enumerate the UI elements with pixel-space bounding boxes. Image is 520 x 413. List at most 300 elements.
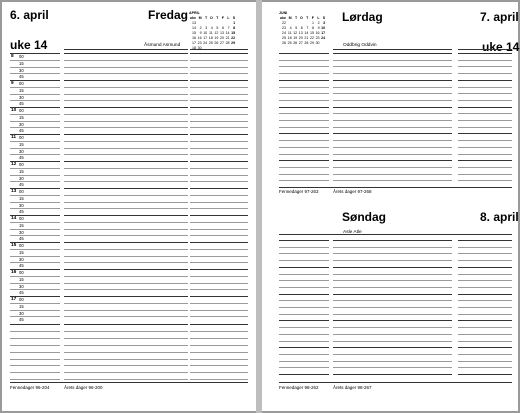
quarter-line — [64, 310, 188, 311]
hour-line — [190, 161, 248, 162]
hour-line — [64, 188, 188, 189]
calendar-day: 6 — [221, 26, 224, 30]
calendar-day: 28 — [304, 41, 309, 45]
calendar-week-row — [279, 41, 326, 46]
hour-line — [190, 324, 248, 325]
hour-line — [64, 80, 188, 81]
quarter-line — [64, 87, 188, 88]
ruled-line — [279, 300, 329, 301]
calendar-day-header: uke — [279, 16, 286, 20]
minute-label: 00 — [19, 216, 24, 221]
ruled-line — [333, 167, 452, 168]
hour-line — [10, 324, 60, 325]
hour-label: 12 — [11, 162, 17, 167]
quarter-line — [10, 181, 60, 182]
calendar-day: 26 — [214, 41, 219, 45]
note-line — [190, 365, 248, 366]
quarter-line — [64, 256, 188, 257]
note-line — [190, 345, 248, 346]
hour-line — [10, 80, 60, 81]
quarter-line — [190, 100, 248, 101]
calendar-day: 12 — [214, 31, 219, 35]
ruled-line — [458, 73, 512, 74]
quarter-line — [64, 303, 188, 304]
quarter-line — [10, 276, 60, 277]
quarter-line — [190, 249, 248, 250]
hour-line — [10, 215, 60, 216]
quarter-line — [64, 168, 188, 169]
quarter-line — [190, 121, 248, 122]
ruled-line — [458, 354, 512, 355]
right-page — [262, 2, 518, 411]
ruled-line — [458, 93, 512, 94]
calendar-week-number: 22 — [282, 21, 286, 25]
minute-label: 30 — [19, 202, 24, 208]
note-line — [10, 372, 60, 373]
calendar-day: 8 — [233, 26, 236, 30]
quarter-line — [64, 229, 188, 230]
hour-line — [64, 53, 188, 54]
calendar-day — [320, 41, 326, 46]
minute-label: 00 — [19, 81, 24, 86]
ruled-line — [333, 100, 452, 101]
minute-label: 15 — [19, 141, 24, 147]
note-line — [190, 338, 248, 339]
calendar-day-header: T — [204, 16, 208, 20]
hour-line — [190, 134, 248, 135]
quarter-line — [10, 100, 60, 101]
ruled-line — [279, 133, 329, 134]
note-line — [190, 372, 248, 373]
calendar-week-number: 16 — [192, 36, 196, 40]
left-page — [2, 2, 256, 411]
note-line — [64, 359, 188, 360]
quarter-line — [10, 127, 60, 128]
hour-line — [10, 188, 60, 189]
calendar-day: 20 — [219, 36, 224, 40]
left-weekday: Fredag — [148, 8, 189, 22]
quarter-line — [64, 262, 188, 263]
ruled-line — [333, 247, 452, 248]
quarter-line — [64, 276, 188, 277]
quarter-line — [190, 289, 248, 290]
quarter-line — [10, 222, 60, 223]
ruled-line — [333, 307, 452, 308]
ruled-line — [333, 253, 452, 254]
hour-line — [190, 215, 248, 216]
calendar-day: 30 — [315, 41, 320, 45]
minute-label: 15 — [19, 60, 24, 66]
quarter-line — [10, 249, 60, 250]
ruled-line — [333, 341, 452, 342]
calendar-week-number: 26 — [282, 41, 286, 45]
ruled-line — [333, 260, 452, 261]
ruled-line — [458, 374, 512, 375]
calendar-day-header: T — [306, 16, 309, 20]
quarter-line — [64, 249, 188, 250]
calendar-day: 11 — [209, 31, 213, 35]
ruled-line — [333, 127, 452, 128]
ruled-line — [458, 66, 512, 67]
note-line — [64, 365, 188, 366]
ruled-line — [458, 120, 512, 121]
minute-label: 00 — [19, 135, 24, 140]
quarter-line — [190, 256, 248, 257]
ruled-line — [458, 300, 512, 301]
minute-label: 45 — [19, 236, 24, 242]
hour-label: 16 — [11, 270, 17, 275]
quarter-line — [10, 114, 60, 115]
ruled-line — [279, 294, 329, 295]
ruled-line — [333, 53, 452, 54]
calendar-day: 25 — [287, 41, 292, 45]
calendar-day: 22 — [309, 36, 314, 40]
minute-label: 45 — [19, 155, 24, 161]
minute-label: 45 — [19, 317, 24, 323]
calendar-day: 29 — [309, 41, 314, 45]
ruled-line — [458, 133, 512, 134]
right-week-number: uke 14 — [482, 40, 520, 54]
ruled-line — [279, 240, 329, 241]
ruled-line — [458, 127, 512, 128]
ruled-line — [333, 87, 452, 88]
saturday-weekday: Lørdag — [342, 10, 383, 24]
quarter-line — [10, 168, 60, 169]
quarter-line — [10, 262, 60, 263]
quarter-line — [190, 87, 248, 88]
calendar-week-number: 24 — [282, 31, 286, 35]
footer-line — [279, 187, 512, 188]
note-line — [190, 331, 248, 332]
calendar-day-header: S — [232, 16, 236, 20]
ruled-line — [333, 80, 452, 81]
quarter-line — [190, 222, 248, 223]
quarter-line — [64, 222, 188, 223]
note-line — [190, 379, 248, 380]
minute-label: 15 — [19, 249, 24, 255]
quarter-line — [190, 262, 248, 263]
quarter-line — [64, 60, 188, 61]
ruled-line — [333, 320, 452, 321]
calendar-day: 24 — [203, 41, 208, 45]
calendar-day-header: M — [198, 16, 202, 20]
ruled-line — [458, 267, 512, 268]
calendar-day: 14 — [225, 31, 230, 35]
calendar-day: 24 — [321, 36, 326, 40]
calendar-day-header: M — [288, 16, 292, 20]
quarter-line — [190, 208, 248, 209]
ruled-line — [458, 334, 512, 335]
quarter-line — [190, 127, 248, 128]
ruled-line — [279, 60, 329, 61]
calendar-day: 2 — [199, 26, 202, 30]
note-line — [64, 331, 188, 332]
quarter-line — [190, 114, 248, 115]
ruled-line — [458, 274, 512, 275]
quarter-line — [10, 195, 60, 196]
quarter-line — [190, 276, 248, 277]
quarter-line — [190, 181, 248, 182]
column-top-line — [458, 49, 512, 50]
ruled-line — [458, 60, 512, 61]
ruled-line — [279, 113, 329, 114]
minute-label: 30 — [19, 229, 24, 235]
calendar-day: 1 — [311, 21, 314, 25]
ruled-line — [458, 160, 512, 161]
quarter-line — [64, 148, 188, 149]
calendar-day-header: L — [227, 16, 230, 20]
ruled-line — [333, 73, 452, 74]
note-line — [190, 359, 248, 360]
hour-line — [190, 53, 248, 54]
note-line — [10, 331, 60, 332]
calendar-week-number: 13 — [192, 21, 196, 25]
ruled-line — [279, 66, 329, 67]
ruled-line — [333, 154, 452, 155]
hour-line — [64, 134, 188, 135]
note-line — [190, 352, 248, 353]
minute-label: 15 — [19, 276, 24, 282]
ruled-line — [458, 260, 512, 261]
hour-line — [10, 53, 60, 54]
minute-label: 15 — [19, 114, 24, 120]
calendar-week-number: 25 — [282, 36, 286, 40]
ruled-line — [458, 327, 512, 328]
ruled-line — [333, 240, 452, 241]
ruled-line — [279, 367, 329, 368]
minute-label: 30 — [19, 94, 24, 100]
quarter-line — [190, 303, 248, 304]
ruled-line — [458, 347, 512, 348]
hour-line — [190, 107, 248, 108]
ruled-line — [279, 127, 329, 128]
quarter-line — [190, 229, 248, 230]
minute-label: 15 — [19, 195, 24, 201]
ruled-line — [333, 147, 452, 148]
quarter-line — [64, 195, 188, 196]
ruled-line — [333, 133, 452, 134]
quarter-line — [64, 316, 188, 317]
quarter-line — [10, 208, 60, 209]
calendar-day: 22 — [231, 36, 236, 40]
calendar-day: 18 — [287, 36, 292, 40]
ruled-line — [279, 160, 329, 161]
ruled-line — [279, 320, 329, 321]
calendar-day-header: S — [322, 16, 326, 20]
minute-label: 30 — [19, 121, 24, 127]
quarter-line — [10, 256, 60, 257]
ruled-line — [333, 347, 452, 348]
quarter-line — [190, 316, 248, 317]
sunday-footer-right: Årets dager 98-267 — [333, 385, 372, 390]
saturday-name-day: Oddbrig Oddvin — [343, 43, 377, 48]
calendar-day: 8 — [311, 26, 314, 30]
calendar-day: 9 — [199, 31, 202, 35]
quarter-line — [10, 141, 60, 142]
sunday-name-day: Asle Atle — [343, 230, 362, 235]
column-top-line — [190, 49, 248, 50]
mini-calendar — [279, 11, 326, 46]
quarter-line — [190, 148, 248, 149]
hour-line — [64, 215, 188, 216]
minute-label: 30 — [19, 175, 24, 181]
note-line — [64, 352, 188, 353]
ruled-line — [333, 93, 452, 94]
hour-label: 8 — [11, 54, 14, 59]
ruled-line — [333, 174, 452, 175]
ruled-line — [458, 314, 512, 315]
quarter-line — [190, 283, 248, 284]
calendar-day: 14 — [304, 31, 309, 35]
ruled-line — [333, 180, 452, 181]
calendar-day: 27 — [219, 41, 224, 45]
ruled-line — [333, 160, 452, 161]
hour-line — [190, 242, 248, 243]
ruled-line — [279, 107, 329, 108]
quarter-line — [64, 73, 188, 74]
ruled-line — [458, 361, 512, 362]
hour-label: 11 — [11, 135, 17, 140]
calendar-day: 30 — [197, 46, 202, 50]
ruled-line — [458, 113, 512, 114]
calendar-month: APRIL — [189, 11, 200, 15]
mini-calendar-month: JUNI — [279, 11, 288, 15]
hour-line — [64, 269, 188, 270]
ruled-line — [279, 341, 329, 342]
ruled-line — [333, 367, 452, 368]
ruled-line — [279, 140, 329, 141]
ruled-line — [458, 294, 512, 295]
note-line — [10, 365, 60, 366]
ruled-line — [333, 294, 452, 295]
ruled-line — [458, 280, 512, 281]
ruled-line — [458, 87, 512, 88]
calendar-day: 25 — [208, 41, 213, 45]
minute-label: 30 — [19, 310, 24, 316]
ruled-line — [458, 174, 512, 175]
ruled-line — [458, 240, 512, 241]
saturday-footer-right: Årets dager 97-268 — [333, 189, 372, 194]
quarter-line — [190, 67, 248, 68]
left-footer-left: Fennedager 96-204 — [10, 385, 50, 390]
calendar-week-number: 17 — [192, 41, 196, 45]
hour-label: 9 — [11, 81, 14, 86]
calendar-day: 12 — [293, 31, 298, 35]
quarter-line — [64, 121, 188, 122]
quarter-line — [10, 303, 60, 304]
calendar-day: 20 — [298, 36, 303, 40]
ruled-line — [458, 307, 512, 308]
ruled-line — [279, 274, 329, 275]
ruled-line — [279, 53, 329, 54]
minute-label: 00 — [19, 54, 24, 59]
hour-label: 13 — [11, 189, 17, 194]
ruled-line — [333, 267, 452, 268]
ruled-line — [458, 180, 512, 181]
minute-label: 45 — [19, 290, 24, 296]
calendar-day: 26 — [293, 41, 298, 45]
quarter-line — [10, 283, 60, 284]
hour-label: 17 — [11, 297, 17, 302]
calendar-day: 18 — [208, 36, 213, 40]
month-calendar — [189, 11, 236, 51]
quarter-line — [64, 283, 188, 284]
calendar-day: 4 — [289, 26, 292, 30]
ruled-line — [279, 80, 329, 81]
ruled-line — [333, 354, 452, 355]
minute-label: 30 — [19, 67, 24, 73]
quarter-line — [64, 114, 188, 115]
calendar-week-number: 18 — [192, 46, 196, 50]
calendar-day: 3 — [323, 21, 326, 25]
ruled-line — [458, 167, 512, 168]
ruled-line — [279, 267, 329, 268]
calendar-day-header: L — [317, 16, 320, 20]
hour-line — [10, 161, 60, 162]
quarter-line — [64, 67, 188, 68]
ruled-line — [279, 73, 329, 74]
minute-label: 45 — [19, 263, 24, 269]
hour-line — [64, 296, 188, 297]
quarter-line — [10, 316, 60, 317]
calendar-day: 13 — [219, 31, 224, 35]
minute-label: 00 — [19, 243, 24, 248]
note-line — [64, 338, 188, 339]
ruled-line — [333, 287, 452, 288]
quarter-line — [64, 94, 188, 95]
quarter-line — [10, 229, 60, 230]
ruled-line — [279, 93, 329, 94]
calendar-day: 29 — [231, 41, 236, 45]
calendar-day: 17 — [321, 31, 326, 35]
quarter-line — [10, 87, 60, 88]
ruled-line — [279, 327, 329, 328]
ruled-line — [333, 107, 452, 108]
calendar-day: 5 — [216, 26, 219, 30]
ruled-line — [279, 120, 329, 121]
minute-label: 30 — [19, 283, 24, 289]
quarter-line — [190, 310, 248, 311]
hour-line — [10, 269, 60, 270]
quarter-line — [190, 168, 248, 169]
minute-label: 30 — [19, 148, 24, 154]
hour-label: 15 — [11, 243, 17, 248]
ruled-line — [458, 100, 512, 101]
note-line — [10, 359, 60, 360]
calendar-day-header: O — [209, 16, 213, 20]
quarter-line — [64, 208, 188, 209]
quarter-line — [10, 121, 60, 122]
calendar-day: 9 — [317, 26, 320, 30]
hour-line — [64, 107, 188, 108]
footer-line — [10, 382, 248, 383]
quarter-line — [64, 100, 188, 101]
quarter-line — [190, 195, 248, 196]
column-top-line — [279, 234, 512, 235]
quarter-line — [190, 60, 248, 61]
ruled-line — [458, 320, 512, 321]
ruled-line — [279, 354, 329, 355]
minute-label: 45 — [19, 74, 24, 80]
quarter-line — [10, 148, 60, 149]
hour-label: 14 — [11, 216, 17, 221]
ruled-line — [333, 60, 452, 61]
calendar-day: 16 — [315, 31, 320, 35]
name-day: Åsmund Asmund — [144, 43, 181, 48]
calendar-day: 7 — [306, 26, 309, 30]
quarter-line — [10, 60, 60, 61]
calendar-day: 5 — [295, 26, 298, 30]
